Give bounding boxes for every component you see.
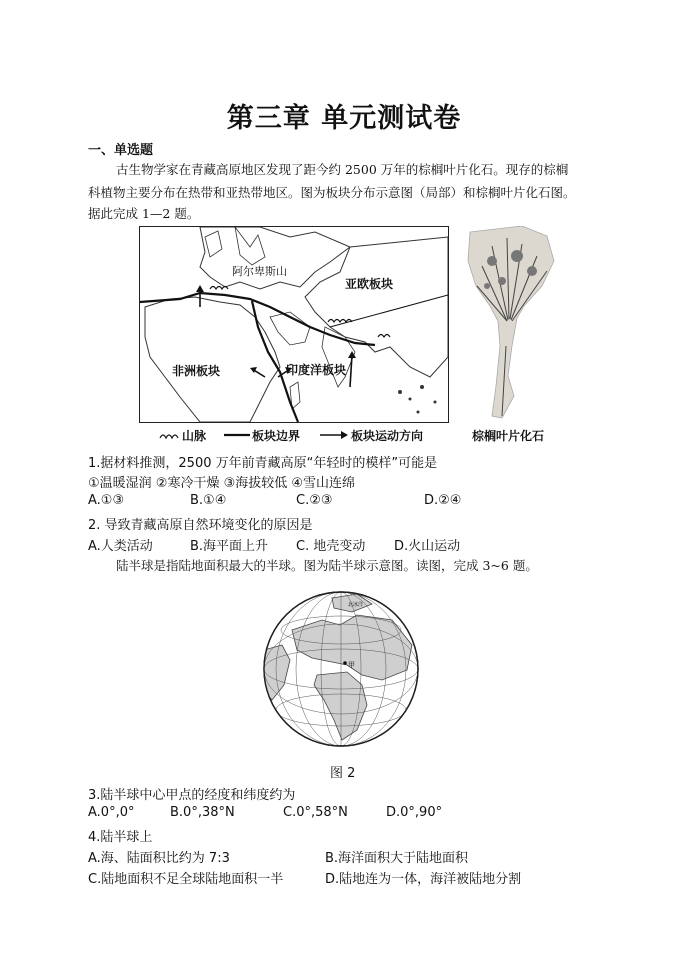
q1-option-a[interactable]: A.①③ [88, 493, 125, 508]
q1-option-c[interactable]: C.②③ [296, 493, 333, 508]
q2-option-b[interactable]: B.海平面上升 [190, 539, 269, 554]
q2-option-d[interactable]: D.火山运动 [394, 539, 461, 554]
intro-line-2: 科植物主要分布在热带和亚热带地区。图为板块分布示意图（局部）和棕榈叶片化石图。 [88, 185, 576, 200]
page-title: 第三章 单元测试卷 [226, 103, 462, 134]
legend-mountain: 山脉 [182, 429, 207, 443]
boundary-legend-icon [222, 428, 252, 442]
q2-option-c[interactable]: C. 地壳变动 [296, 539, 366, 554]
point-jia-label: 甲 [348, 661, 355, 669]
intro-2: 陆半球是指陆地面积最大的半球。图为陆半球示意图。读图，完成 3~6 题。 [116, 558, 538, 573]
intro-line-3: 据此完成 1—2 题。 [88, 206, 200, 221]
fossil-caption: 棕榈叶片化石 [472, 429, 545, 443]
palm-fossil-image [462, 226, 562, 422]
q4-option-b[interactable]: B.海洋面积大于陆地面积 [325, 851, 469, 866]
movement-legend-icon [318, 428, 350, 442]
q1-items: ①温暖湿润 ②寒冷干燥 ③海拔较低 ④雪山连绵 [88, 476, 356, 491]
plate-map-drawing [140, 227, 448, 422]
q3-option-b[interactable]: B.0°,38°N [170, 805, 235, 820]
q3-option-a[interactable]: A.0°,0° [88, 805, 135, 820]
label-african-plate: 非洲板块 [172, 364, 221, 378]
q3-option-d[interactable]: D.0°,90° [386, 805, 443, 820]
label-indian-plate: 印度洋板块 [286, 363, 347, 377]
q2-stem: 2. 导致青藏高原自然环境变化的原因是 [88, 518, 313, 533]
q3-option-c[interactable]: C.0°,58°N [283, 805, 348, 820]
q4-stem: 4.陆半球上 [88, 830, 153, 845]
legend-boundary: 板块边界 [252, 429, 301, 443]
plate-map [139, 226, 449, 423]
arctic-label: 北冰洋 [348, 602, 364, 608]
q4-option-c[interactable]: C.陆地面积不足全球陆地面积一半 [88, 872, 284, 887]
q2-option-a[interactable]: A.人类活动 [88, 539, 153, 554]
q1-stem: 1.据材料推测，2500 万年前青藏高原“年轻时的模样”可能是 [88, 456, 438, 471]
q1-option-d[interactable]: D.②④ [424, 493, 462, 508]
q4-option-a[interactable]: A.海、陆面积比约为 7:3 [88, 851, 230, 866]
land-hemisphere-globe [262, 590, 420, 748]
q4-option-d[interactable]: D.陆地连为一体，海洋被陆地分割 [325, 872, 522, 887]
label-alps: 阿尔卑斯山 [232, 265, 287, 278]
intro-line-1: 古生物学家在青藏高原地区发现了距今约 2500 万年的棕榈叶片化石。现存的棕榈 [116, 162, 569, 177]
q1-option-b[interactable]: B.①④ [190, 493, 227, 508]
figure-caption: 图 2 [330, 766, 356, 781]
section-heading: 一、单选题 [88, 143, 154, 158]
label-eurasian-plate: 亚欧板块 [345, 277, 394, 291]
q3-stem: 3.陆半球中心甲点的经度和纬度约为 [88, 788, 296, 803]
legend-movement: 板块运动方向 [351, 429, 424, 443]
